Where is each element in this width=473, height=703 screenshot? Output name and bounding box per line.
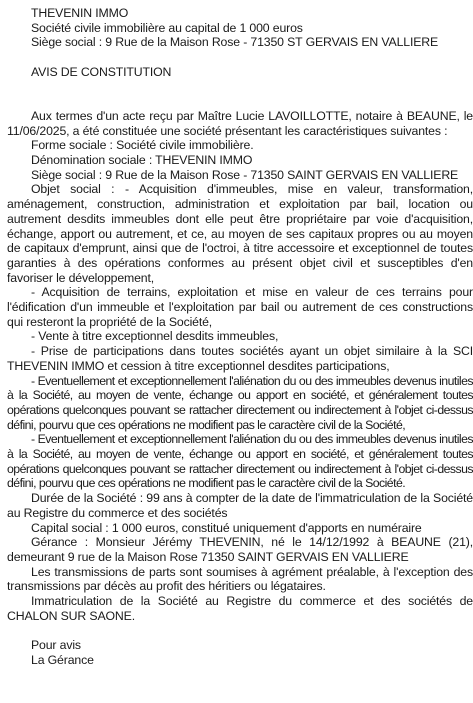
objet-terrains: - Acquisition de terrains, exploitation et mise en valeur de ces terrains pour l'édification d'un immeuble et l'exploitation par bail ou autrement de ces constructions qui resteront la propriété de la Société, xyxy=(7,285,473,329)
intro-paragraph: Aux termes d'un acte reçu par Maître Lucie LAVOILLOTTE, notaire à BEAUNE, le 11/06/2025, a été constituée une société présentant les caractéristiques suivantes : xyxy=(7,108,473,138)
legal-notice xyxy=(7,6,473,668)
objet-alienation-1: - Eventuellement et exceptionnellement l'aliénation du ou des immeubles devenus inutiles à la Société, au moyen de vente, échange ou apport en société, et généralement toutes opérations quelconques pouvant se rattacher directement ou indirectement à l'objet ci-dessus défini, pourvu que ces opérations ne modifient pas le caractère civil de la Société, xyxy=(7,373,473,432)
capital-social: Capital social : 1 000 euros, constitué uniquement d'apports en numéraire xyxy=(31,520,422,535)
objet-social: Objet social : - Acquisition d'immeubles, mise en valeur, transformation, aménagement, construction, administration et exploitation par bail, location ou autrement desdits immeubles dont elle peut être propriétaire par voie d'acquisition, échange, apport ou autrement, et ce, au moyen de ses capitaux propres ou au moyen de capitaux d'emprunt, ainsi que de l'octroi, à titre accessoire et exceptionnel de toutes garanties à des opérations conformes au présent objet civil et susceptibles d'en favoriser le développement, xyxy=(7,182,473,285)
registered-office: Siège social : 9 Rue de la Maison Rose - 71350 ST GERVAIS EN VALLIERE xyxy=(31,35,439,50)
company-name: THEVENIN IMMO xyxy=(31,6,129,20)
spacer xyxy=(7,50,473,65)
spacer xyxy=(7,80,473,109)
notice-title: AVIS DE CONSTITUTION xyxy=(31,64,172,79)
gerance: Gérance : Monsieur Jérémy THEVENIN, né le 14/12/1992 à BEAUNE (21), demeurant 9 rue de la Maison Rose 71350 SAINT GERVAIS EN VALLIERE xyxy=(7,535,473,564)
denomination-sociale: Dénomination sociale : THEVENIN IMMO xyxy=(31,153,253,167)
transmissions-parts: Les transmissions de parts sont soumises à agrément préalable, à l'exception des transmissions par décès au profit des héritiers ou légataires. xyxy=(7,564,473,594)
spacer xyxy=(7,624,473,639)
siege-social: Siège social : 9 Rue de la Maison Rose - 71350 SAINT GERVAIS EN VALLIERE xyxy=(31,167,459,182)
objet-alienation-2: - Eventuellement et exceptionnellement l'aliénation du ou des immeubles devenus inutiles à la Société, au moyen de vente, échange ou apport en société, et généralement toutes opérations quelconques pouvant se rattacher directement ou indirectement à l'objet ci-dessus défini, pourvu que ces opérations ne modifient pas le caractère civil de la Société. xyxy=(7,432,473,491)
duree-societe: Durée de la Société : 99 ans à compter de la date de l'immatriculation de la Société au Registre du commerce et des sociétés xyxy=(7,491,473,520)
pour-avis: Pour avis xyxy=(31,638,81,653)
objet-participations: - Prise de participations dans toutes sociétés ayant un objet similaire à la SCI THEVENIN IMMO et cession à titre exceptionnel desdites participations, xyxy=(7,344,473,373)
signatory: La Gérance xyxy=(31,652,94,667)
forme-sociale: Forme sociale : Société civile immobilière. xyxy=(31,138,254,153)
objet-vente: - Vente à titre exceptionnel desdits immeubles, xyxy=(31,329,279,344)
immatriculation: Immatriculation de la Société au Registre du commerce et des sociétés de CHALON SUR SAONE. xyxy=(7,594,473,623)
company-type-capital: Société civile immobilière au capital de 1 000 euros xyxy=(31,20,303,35)
